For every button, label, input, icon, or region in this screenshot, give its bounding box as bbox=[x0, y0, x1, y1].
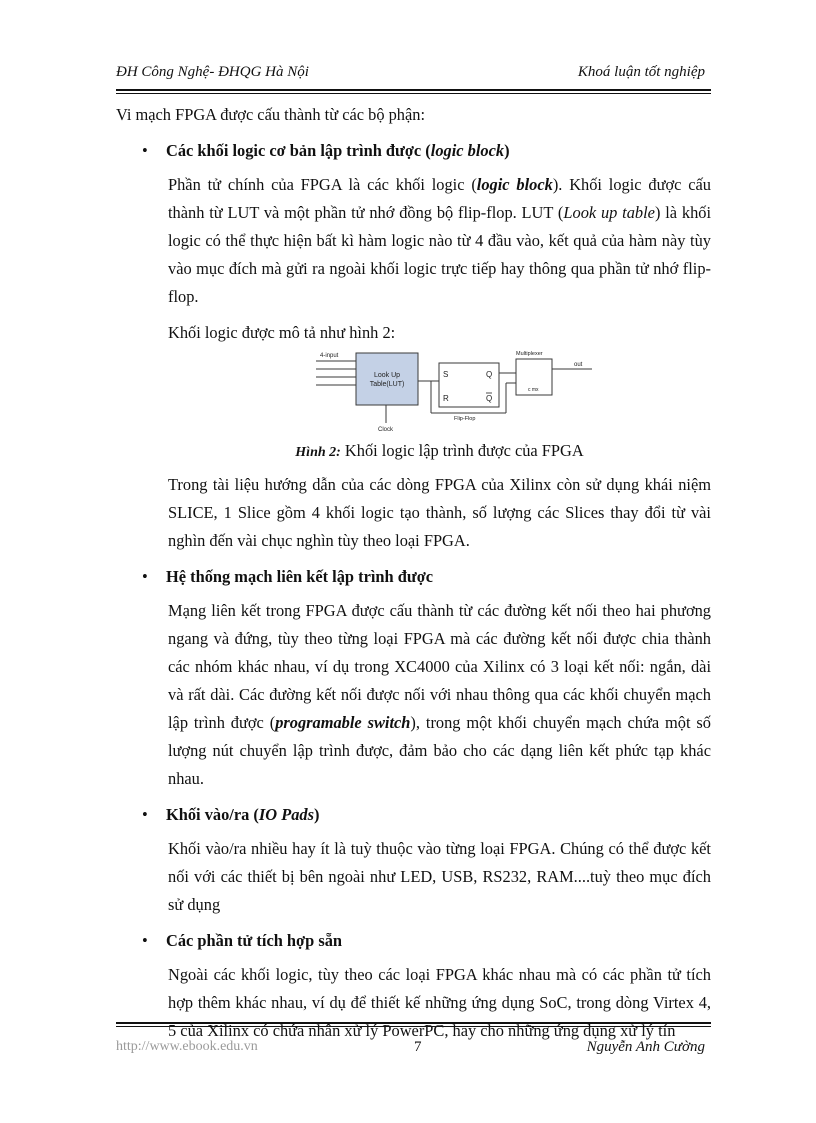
bullet-icon: • bbox=[142, 931, 148, 950]
logic-block-paragraph: Phần tử chính của FPGA là các khối logic (logic block). Khối logic được cấu thành từ LUT và một phần tử nhớ đồng bộ flip-flop. LUT (Look up table) là khối logic có thể thực hiện bất kì hàm logic nào từ 4 đầu vào, kết quả của hàm này tùy vào mục đích mà gửi ra ngoài khối logic trực tiếp hay thông qua phần tử nhớ flip-flop. bbox=[168, 175, 712, 306]
header-institution: ĐH Công Nghệ- ĐHQG Hà Nội bbox=[116, 64, 309, 80]
page-footer bbox=[116, 1039, 711, 1061]
logic-block-diagram bbox=[316, 347, 596, 435]
ff-q-label: Q bbox=[486, 370, 493, 379]
footer-rule-thin bbox=[116, 1026, 711, 1027]
ff-label: Flip-Flop bbox=[454, 416, 476, 422]
mux-label: Multiplexer bbox=[516, 351, 543, 357]
lut-label-line1: Look Up bbox=[373, 372, 401, 379]
lut-box bbox=[356, 353, 418, 405]
intro-paragraph: Vi mạch FPGA được cấu thành từ các bộ phận: bbox=[116, 105, 426, 124]
figure-intro-paragraph: Khối logic được mô tả như hình 2: bbox=[168, 323, 396, 342]
bullet-icon: • bbox=[142, 805, 148, 824]
section-heading-interconnect: • Hệ thống mạch liên kết lập trình được bbox=[116, 563, 711, 591]
section-heading-io-pads: • Khối vào/ra (IO Pads) bbox=[116, 801, 711, 829]
bullet-icon: • bbox=[142, 141, 148, 160]
footer-author: Nguyễn Anh Cường bbox=[586, 1039, 705, 1055]
bullet-icon: • bbox=[142, 567, 148, 586]
header-document-type: Khoá luận tốt nghiệp bbox=[577, 64, 705, 80]
figure-caption: Hình 2: Khối logic lập trình được của FPGA bbox=[295, 441, 584, 460]
mux-select-label: c mx bbox=[528, 387, 539, 393]
clock-label: Clock bbox=[378, 427, 394, 433]
slice-paragraph: Trong tài liệu hướng dẫn của các dòng FPGA của Xilinx còn sử dụng khái niệm SLICE, 1 Slice gồm 4 khối logic tạo thành, số lượng các Slices thay đổi từ vài nghìn đến vài chục nghìn tùy theo loại FPGA. bbox=[168, 475, 711, 550]
lut-label-line2: Table(LUT) bbox=[369, 381, 405, 388]
interconnect-paragraph: Mạng liên kết trong FPGA được cấu thành từ các đường kết nối theo hai phương ngang và đứng, tùy theo từng loại FPGA mà các đường kết nối được chia thành các nhóm khác nhau, ví dụ trong XC4000 của Xilinx có 3 loại kết nối: ngắn, dài và rất dài. Các đường kết nối được nối với nhau thông qua các khối chuyển mạch lập trình được (programable switch), trong một khối chuyển mạch chứa một số lượng nút chuyển lập trình được, đảm bảo cho các dạng liên kết phức tạp khác nhau. bbox=[168, 601, 711, 788]
footer-rule-thick bbox=[116, 1022, 711, 1024]
io-pads-paragraph: Khối vào/ra nhiều hay ít là tuỳ thuộc vào từng loại FPGA. Chúng có thể được kết nối với các thiết bị bên ngoài như LED, USB, RS232, RAM....tuỳ theo mục đích sử dụng bbox=[168, 839, 711, 914]
page-header bbox=[116, 64, 711, 86]
input-label: 4-input bbox=[320, 353, 339, 359]
section-heading-logic-block: • Các khối logic cơ bản lập trình được (logic block) bbox=[116, 137, 711, 165]
section-heading-embedded: • Các phần tử tích hợp sẵn bbox=[116, 927, 711, 955]
ff-qbar-label: Q bbox=[486, 394, 493, 403]
footer-url[interactable]: http://www.ebook.edu.vn bbox=[116, 1039, 258, 1054]
header-rule-thick bbox=[116, 89, 711, 91]
embedded-paragraph: Ngoài các khối logic, tùy theo các loại FPGA khác nhau mà có các phần tử tích hợp thêm khác nhau, ví dụ để thiết kế những ứng dụng SoC, trong dòng Virtex 4, 5 của Xilinx có chứa nhân xử lý PowerPC, hay cho những ứng dụng xử lý tín bbox=[168, 965, 711, 1040]
header-rule-thin bbox=[116, 93, 711, 94]
ff-reset-label: R bbox=[443, 394, 449, 403]
page-body bbox=[116, 101, 711, 1045]
out-label: out bbox=[574, 362, 583, 368]
logic-block-diagram-svg bbox=[316, 347, 596, 435]
page-number: 7 bbox=[414, 1039, 422, 1055]
ff-set-label: S bbox=[443, 370, 449, 379]
